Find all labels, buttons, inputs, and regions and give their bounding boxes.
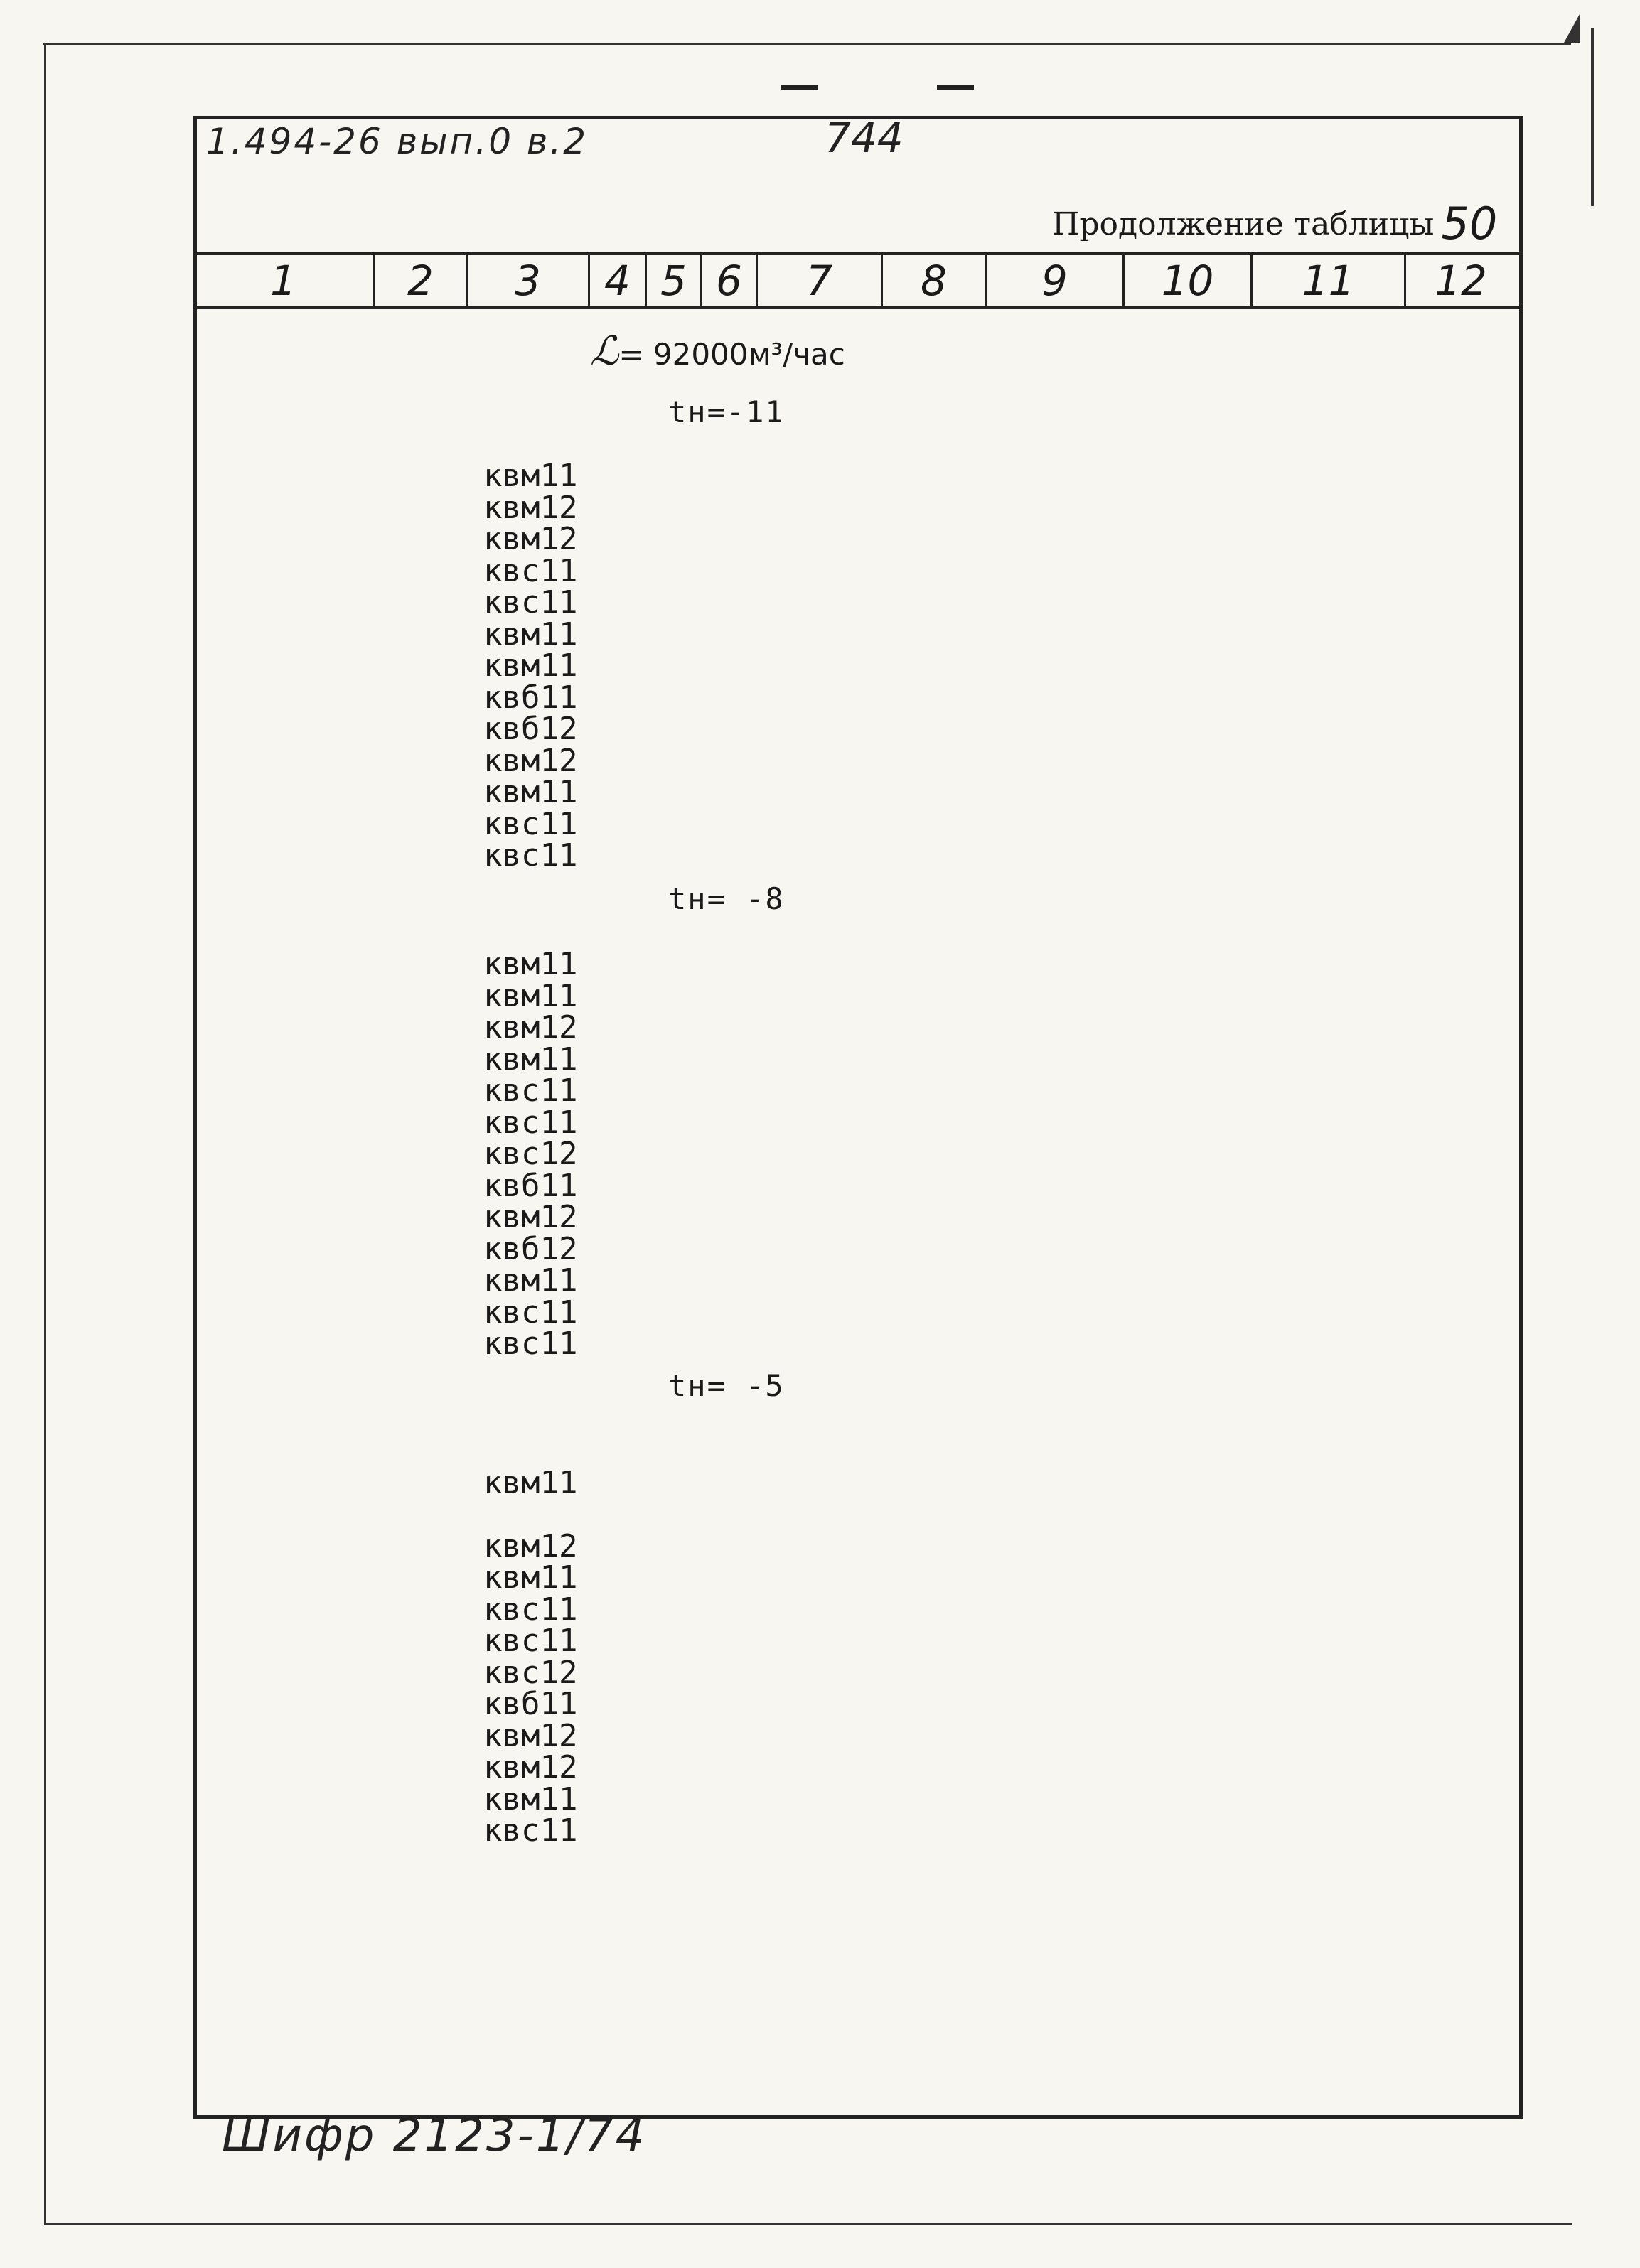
table-cell-col-3: квм12 bbox=[483, 1009, 578, 1046]
corner-mark bbox=[1564, 14, 1580, 43]
flow-symbol: ℒ bbox=[590, 328, 619, 375]
column-header: 5 bbox=[647, 255, 702, 306]
page-number: 744 bbox=[825, 114, 904, 162]
table-number: 50 bbox=[1441, 198, 1498, 249]
table-cell-col-3: квм12 bbox=[483, 1527, 578, 1564]
document-reference: 1.494-26 вып.0 в.2 bbox=[206, 121, 589, 162]
air-flow-heading bbox=[590, 328, 845, 375]
table-cell-col-3: квс11 bbox=[483, 552, 578, 589]
table-cell-col-3: квб12 bbox=[483, 711, 578, 747]
column-header: 6 bbox=[702, 255, 758, 306]
column-header: 8 bbox=[883, 255, 987, 306]
sheet-border-top bbox=[43, 43, 1571, 45]
column-header: 12 bbox=[1435, 257, 1487, 305]
column-header: 7 bbox=[758, 255, 883, 306]
table-cell-col-3: квм11 bbox=[483, 1559, 578, 1596]
table-cell-col-3: квс12 bbox=[483, 1136, 578, 1172]
column-header: 2 bbox=[375, 255, 468, 306]
table-cell-col-3: квс11 bbox=[483, 1294, 578, 1331]
table-cell-col-3: квм11 bbox=[483, 616, 578, 652]
table-cell-col-3: квс11 bbox=[483, 1326, 578, 1362]
flow-value: = 92000м³/час bbox=[618, 337, 845, 372]
table-cell-col-3: квм11 bbox=[483, 977, 578, 1014]
table-cell-col-3: квб11 bbox=[483, 1167, 578, 1204]
sheet-border-bottom bbox=[44, 2223, 1572, 2225]
section-title: tн= -5 bbox=[668, 1368, 785, 1403]
table-cell-col-3: квм11 bbox=[483, 647, 578, 684]
column-header: 3 bbox=[468, 255, 590, 306]
column-header: 10 bbox=[1125, 255, 1253, 306]
table-cell-col-3: квс11 bbox=[483, 1591, 578, 1628]
table-cell-col-3: квс11 bbox=[483, 1073, 578, 1109]
top-dash-mark bbox=[937, 85, 974, 90]
table-cell-col-3: квм11 bbox=[483, 1780, 578, 1817]
column-header-row bbox=[193, 252, 1523, 309]
table-cell-col-3: квс11 bbox=[483, 1812, 578, 1849]
column-header: 4 bbox=[590, 255, 647, 306]
table-cell-col-3: квс11 bbox=[483, 584, 578, 620]
table-cell-col-3: квм11 bbox=[483, 1041, 578, 1077]
table-cell-col-3: квм11 bbox=[483, 1262, 578, 1299]
table-cell-col-3: квм11 bbox=[483, 1464, 578, 1501]
table-continuation-caption bbox=[1052, 198, 1497, 249]
table-cell-col-3: квс11 bbox=[483, 805, 578, 842]
table-cell-col-3: квм11 bbox=[483, 946, 578, 982]
table-cell-col-3: квм12 bbox=[483, 489, 578, 526]
column-header: 11 bbox=[1253, 255, 1406, 306]
top-dash-mark bbox=[781, 85, 818, 90]
table-cell-col-3: квс11 bbox=[483, 1104, 578, 1141]
column-header: 9 bbox=[987, 255, 1125, 306]
table-cell-col-3: квм12 bbox=[483, 1749, 578, 1785]
table-cell-col-3: квб11 bbox=[483, 1686, 578, 1722]
table-cell-col-3: квс12 bbox=[483, 1654, 578, 1691]
table-cell-col-3: квб12 bbox=[483, 1230, 578, 1267]
table-frame bbox=[193, 116, 1523, 2119]
section-title: tн= -8 bbox=[668, 881, 785, 916]
cipher-footer: Шифр 2123-1/74 bbox=[222, 2110, 647, 2162]
table-cell-col-3: квм12 bbox=[483, 521, 578, 557]
table-cell-col-3: квм12 bbox=[483, 1717, 578, 1754]
section-title: tн=-11 bbox=[668, 394, 785, 429]
sheet-border-left bbox=[44, 43, 46, 2225]
table-cell-col-3: квм12 bbox=[483, 742, 578, 779]
table-cell-col-3: квм11 bbox=[483, 458, 578, 494]
table-cell-col-3: квс11 bbox=[483, 1623, 578, 1659]
table-cell-col-3: квс11 bbox=[483, 837, 578, 874]
table-cell-col-3: квм12 bbox=[483, 1199, 578, 1235]
column-header: 1 bbox=[193, 255, 375, 306]
table-cell-col-3: квб11 bbox=[483, 679, 578, 716]
sheet-border-right bbox=[1591, 28, 1594, 206]
table-cell-col-3: квм11 bbox=[483, 774, 578, 810]
continuation-label: Продолжение таблицы bbox=[1052, 206, 1435, 242]
